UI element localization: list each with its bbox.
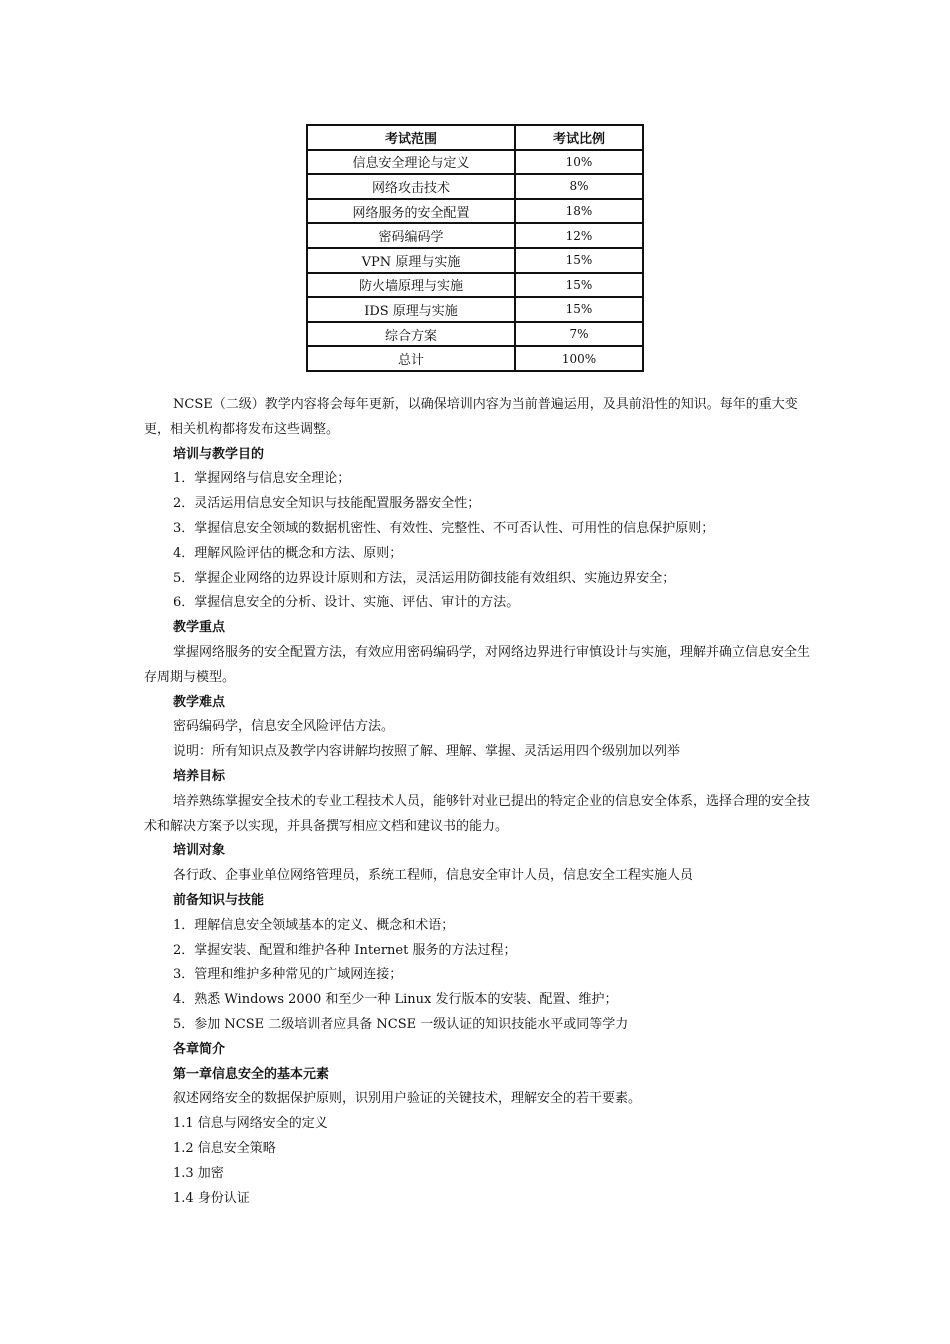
section-heading-goal: 培养目标 bbox=[173, 768, 226, 784]
list-item: 4．熟悉 Windows 2000 和至少一种 Linux 发行版本的安装、配置、维护； bbox=[173, 992, 618, 1008]
list-item: 1．理解信息安全领域基本的定义、概念和术语； bbox=[173, 917, 455, 933]
ratio-cell: 8% bbox=[515, 174, 643, 199]
list-item: 6．掌握信息安全的分析、设计、实施、评估、审计的方法。 bbox=[173, 595, 520, 611]
table-row bbox=[307, 322, 643, 347]
list-item: 1.4 身份认证 bbox=[173, 1190, 250, 1206]
ratio-cell: 10% bbox=[515, 150, 643, 175]
scope-cell: IDS 原理与实施 bbox=[307, 297, 515, 322]
chapter-description: 叙述网络安全的数据保护原则，识别用户验证的关键技术，理解安全的若干要素。 bbox=[173, 1091, 642, 1107]
document-body bbox=[144, 393, 810, 1211]
section-heading-prereq: 前备知识与技能 bbox=[173, 892, 265, 908]
table-row bbox=[307, 273, 643, 298]
list-item: 2．灵活运用信息安全知识与技能配置服务器安全性； bbox=[173, 496, 481, 512]
focus-paragraph: 掌握网络服务的安全配置方法，有效应用密码编码学，对网络边界进行审慎设计与实施，理解并确立信息安全生存周期与模型。 bbox=[144, 644, 811, 685]
table-row bbox=[307, 297, 643, 322]
scope-cell: 网络服务的安全配置 bbox=[307, 199, 515, 224]
list-item: 1.3 加密 bbox=[173, 1165, 224, 1181]
ratio-cell: 15% bbox=[515, 248, 643, 273]
scope-cell: 防火墙原理与实施 bbox=[307, 273, 515, 298]
list-item: 3．掌握信息安全领域的数据机密性、有效性、完整性、不可否认性、可用性的信息保护原则； bbox=[173, 520, 715, 536]
ratio-cell: 12% bbox=[515, 223, 643, 248]
difficulty-paragraph: 密码编码学，信息安全风险评估方法。 bbox=[173, 719, 395, 735]
ratio-cell: 15% bbox=[515, 273, 643, 298]
list-item: 4．理解风险评估的概念和方法、原则； bbox=[173, 545, 403, 561]
scope-cell: 密码编码学 bbox=[307, 223, 515, 248]
section-heading-difficulty: 教学难点 bbox=[173, 694, 226, 710]
list-item: 1．掌握网络与信息安全理论； bbox=[173, 471, 351, 487]
header-scope: 考试范围 bbox=[307, 125, 515, 150]
section-heading-focus: 教学重点 bbox=[173, 620, 226, 636]
chapter-title: 第一章信息安全的基本元素 bbox=[173, 1066, 330, 1082]
list-item: 5．参加 NCSE 二级培训者应具备 NCSE 一级认证的知识技能水平或同等学力 bbox=[173, 1016, 629, 1032]
section-heading-objectives: 培训与教学目的 bbox=[173, 446, 265, 462]
total-label-cell: 总计 bbox=[307, 346, 515, 371]
list-item: 1.1 信息与网络安全的定义 bbox=[173, 1116, 328, 1132]
ratio-cell: 7% bbox=[515, 322, 643, 347]
table-row bbox=[307, 223, 643, 248]
audience-paragraph: 各行政、企事业单位网络管理员，系统工程师，信息安全审计人员，信息安全工程实施人员 bbox=[173, 868, 694, 884]
goal-paragraph: 培养熟练掌握安全技术的专业工程技术人员，能够针对业已提出的特定企业的信息安全体系，选择合理的安全技术和解决方案予以实现，并具备撰写相应文档和建议书的能力。 bbox=[144, 793, 811, 834]
table-row bbox=[307, 174, 643, 199]
total-value-cell: 100% bbox=[515, 346, 643, 371]
scope-cell: VPN 原理与实施 bbox=[307, 248, 515, 273]
scope-cell: 综合方案 bbox=[307, 322, 515, 347]
section-heading-audience: 培训对象 bbox=[173, 843, 226, 859]
table-header-row bbox=[307, 125, 643, 150]
section-heading-chapters: 各章简介 bbox=[173, 1041, 226, 1057]
intro-paragraph: NCSE（二级）教学内容将会每年更新，以确保培训内容为当前普遍运用，及具前沿性的知识。每年的重大变更，相关机构都将发布这些调整。 bbox=[144, 397, 798, 437]
list-item: 5．掌握企业网络的边界设计原则和方法，灵活运用防御技能有效组织、实施边界安全； bbox=[173, 570, 676, 586]
table-row bbox=[307, 248, 643, 273]
list-item: 2．掌握安装、配置和维护各种 Internet 服务的方法过程； bbox=[173, 942, 517, 958]
table-total-row bbox=[307, 346, 643, 371]
difficulty-note: 说明：所有知识点及教学内容讲解均按照了解、理解、掌握、灵活运用四个级别加以列举 bbox=[173, 744, 681, 760]
list-item: 3．管理和维护多种常见的广域网连接； bbox=[173, 967, 403, 983]
table-row bbox=[307, 199, 643, 224]
header-ratio: 考试比例 bbox=[515, 125, 643, 150]
exam-scope-table bbox=[306, 124, 644, 372]
scope-cell: 网络攻击技术 bbox=[307, 174, 515, 199]
table-row bbox=[307, 150, 643, 175]
list-item: 1.2 信息安全策略 bbox=[173, 1140, 276, 1156]
scope-cell: 信息安全理论与定义 bbox=[307, 150, 515, 175]
ratio-cell: 15% bbox=[515, 297, 643, 322]
ratio-cell: 18% bbox=[515, 199, 643, 224]
